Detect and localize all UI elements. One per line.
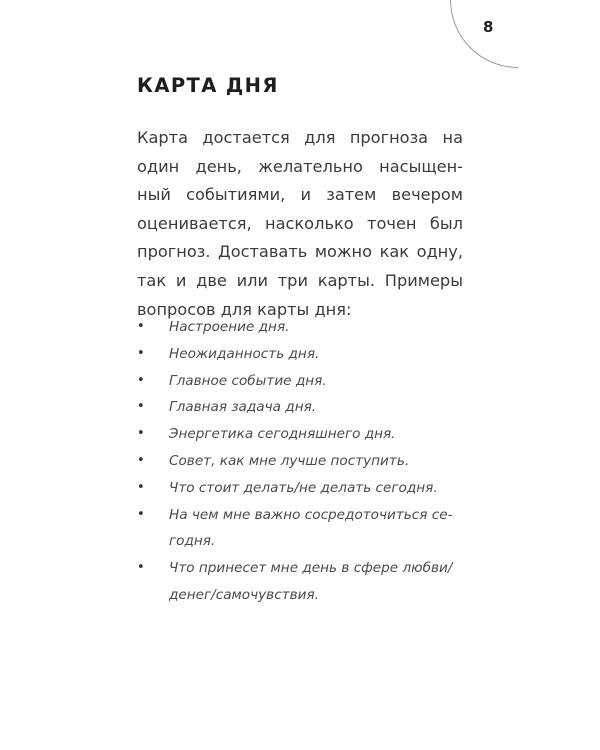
list-item-text: На чем мне важно сосредоточиться се- (169, 506, 453, 523)
list-item-text: денег/самочувствия. (169, 586, 319, 603)
list-item (137, 502, 477, 556)
list-item (137, 555, 477, 609)
bullet-icon: • (137, 372, 145, 388)
list-item-text: Неожиданность дня. (169, 345, 320, 362)
bullet-icon: • (137, 399, 145, 415)
bullet-icon: • (137, 426, 145, 442)
list-item-text: Главное событие дня. (169, 372, 327, 389)
bullet-icon: • (137, 560, 145, 576)
list-item (137, 314, 477, 341)
page-number: 8 (483, 18, 494, 36)
bullet-icon: • (137, 452, 145, 468)
bullet-icon: • (137, 319, 145, 334)
list-item (137, 475, 477, 502)
list-item (137, 421, 477, 448)
paragraph-line: один день, желательно насыщен- (137, 156, 463, 176)
list-item (137, 448, 477, 475)
paragraph-line: вопросов для карты дня: (137, 299, 352, 319)
intro-paragraph (137, 124, 463, 324)
list-item (137, 394, 477, 421)
list-item-text: Совет, как мне лучше поступить. (169, 452, 410, 469)
paragraph-line: Карта достается для прогноза на (137, 128, 463, 147)
question-list (137, 314, 477, 609)
list-item-text: Настроение дня. (169, 319, 290, 335)
list-item (137, 368, 477, 395)
list-item (137, 341, 477, 368)
page-number-arc (450, 0, 586, 68)
paragraph-line: так и две или три карты. Примеры (137, 270, 463, 290)
bullet-icon: • (137, 345, 145, 361)
list-item-text: Что принесет мне день в сфере любви/ (169, 560, 453, 577)
paragraph-line: прогноз. Доставать можно как одну, (137, 242, 463, 262)
section-title: КАРТА ДНЯ (137, 74, 279, 97)
bullet-icon: • (137, 479, 145, 495)
paragraph-line: оценивается, насколько точен был (137, 213, 463, 233)
paragraph-line: ный событиями, и затем вечером (137, 185, 463, 205)
list-item-text: Что стоит делать/не делать сегодня. (169, 479, 438, 496)
list-item-text: годня. (169, 533, 216, 550)
list-item-text: Энергетика сегодняшнего дня. (169, 426, 396, 443)
bullet-icon: • (137, 506, 145, 522)
list-item-text: Главная задача дня. (169, 399, 317, 416)
